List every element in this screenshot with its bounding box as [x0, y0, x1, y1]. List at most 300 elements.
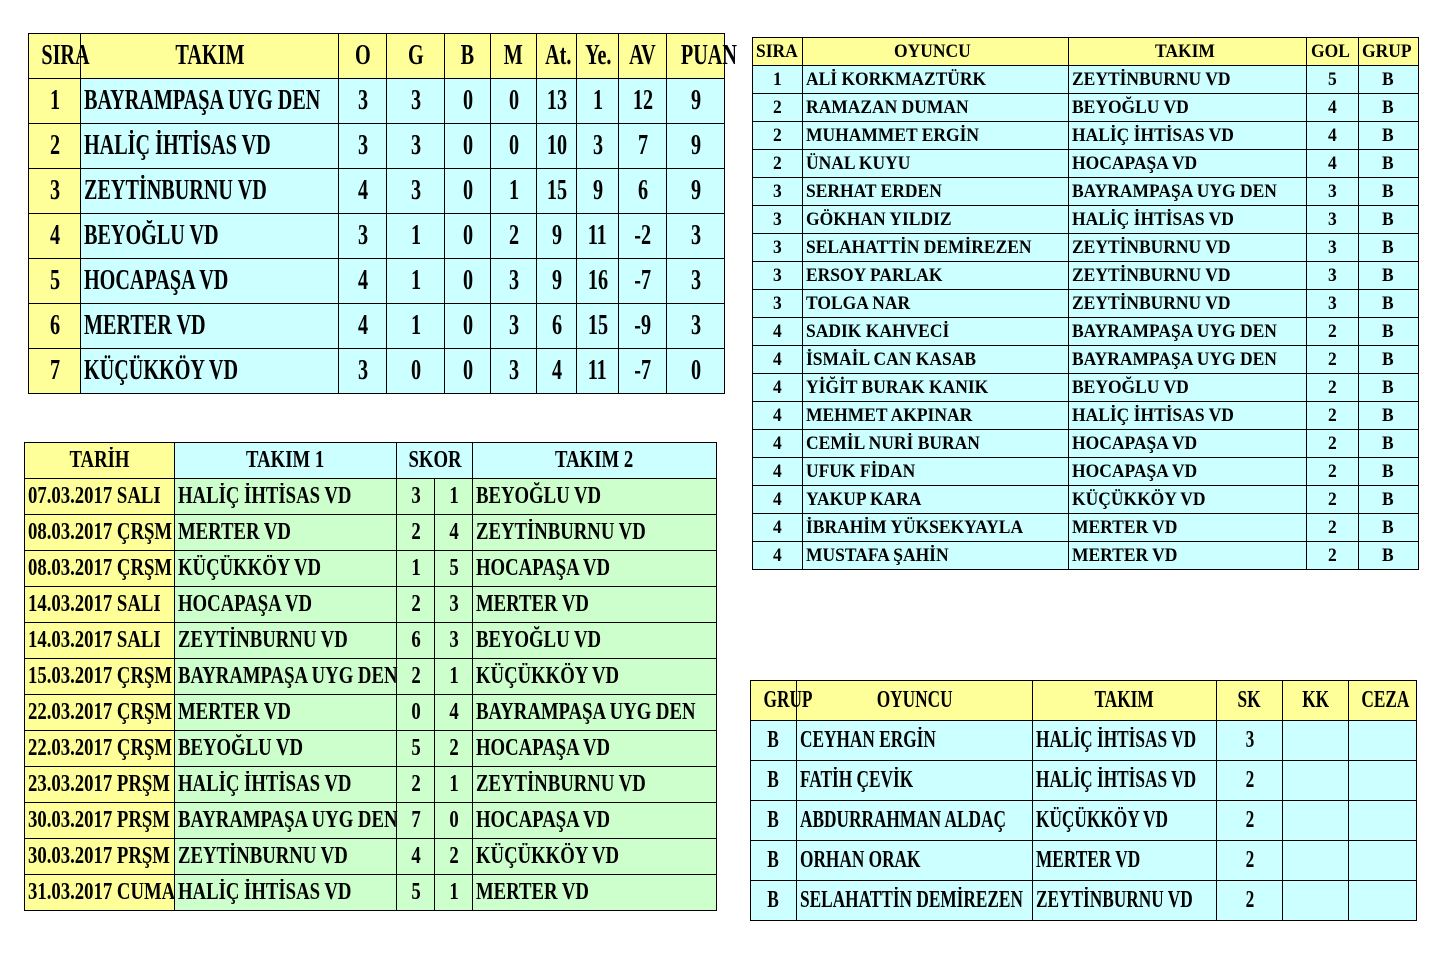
standings-cell-av [619, 169, 667, 214]
standings-cell-sira [29, 214, 81, 259]
scorers-row [753, 94, 1419, 122]
standings-cell-b [445, 304, 491, 349]
standings-cell-o [339, 79, 387, 124]
scorers-cell-oyuncu-text: RAMAZAN DUMAN [806, 96, 969, 118]
standings-cell-b-text: 0 [462, 220, 473, 251]
fixtures-header-takim1: TAKIM 1 [175, 443, 397, 479]
scorers-cell-takim-text: ZEYTİNBURNU VD [1072, 292, 1231, 314]
fixtures-cell-date-text: 07.03.2017 SALI [28, 483, 161, 509]
discipline-row [751, 721, 1417, 761]
scorers-row [753, 430, 1419, 458]
standings-cell-at [537, 124, 577, 169]
fixtures-row [25, 587, 717, 623]
scorers-cell-grup-text: B [1382, 432, 1394, 454]
standings-cell-o-text: 3 [357, 85, 368, 116]
scorers-cell-takim-text: HALİÇ İHTİSAS VD [1072, 208, 1234, 230]
scorers-cell-oyuncu [803, 318, 1069, 346]
scorers-row [753, 178, 1419, 206]
scorers-cell-grup-text: B [1382, 376, 1394, 398]
standings-cell-at [537, 169, 577, 214]
fixtures-cell-date [25, 587, 175, 623]
fixtures-cell-team1-text: MERTER VD [178, 519, 291, 545]
standings-cell-m [491, 79, 537, 124]
fixtures-cell-date [25, 479, 175, 515]
scorers-row [753, 234, 1419, 262]
fixtures-cell-score1 [397, 659, 435, 695]
scorers-cell-sira [753, 66, 803, 94]
scorers-row [753, 542, 1419, 570]
fixtures-cell-team2-text: KÜÇÜKKÖY VD [476, 663, 620, 689]
standings-cell-ye [577, 214, 619, 259]
standings-cell-m [491, 259, 537, 304]
standings-cell-o-text: 3 [357, 130, 368, 161]
standings-cell-o [339, 124, 387, 169]
scorers-cell-gol [1307, 318, 1359, 346]
scorers-cell-gol [1307, 234, 1359, 262]
scorers-cell-gol [1307, 206, 1359, 234]
scorers-cell-sira [753, 122, 803, 150]
scorers-cell-grup [1359, 206, 1419, 234]
standings-cell-puan [667, 304, 725, 349]
fixtures-cell-team1-text: MERTER VD [178, 699, 291, 725]
discipline-row [751, 801, 1417, 841]
scorers-cell-grup-text: B [1382, 236, 1394, 258]
standings-header-o: O [339, 34, 387, 79]
fixtures-cell-score1 [397, 587, 435, 623]
standings-cell-sira [29, 259, 81, 304]
scorers-row [753, 206, 1419, 234]
scorers-cell-sira-text: 2 [772, 124, 782, 146]
fixtures-cell-team1 [175, 803, 397, 839]
scorers-cell-sira-text: 4 [772, 376, 782, 398]
scorers-cell-sira [753, 150, 803, 178]
fixtures-cell-score2 [435, 731, 473, 767]
discipline-cell-sk-text: 3 [1245, 727, 1254, 753]
discipline-cell-grup-text: B [767, 767, 780, 793]
scorers-cell-oyuncu-text: MUSTAFA ŞAHİN [806, 544, 949, 566]
scorers-cell-takim-text: BAYRAMPAŞA UYG DEN [1072, 320, 1277, 342]
scorers-cell-gol-text: 2 [1327, 460, 1337, 482]
standings-cell-at [537, 349, 577, 394]
standings-cell-puan-text: 3 [690, 310, 701, 341]
standings-row [29, 304, 725, 349]
fixtures-header-row [25, 443, 717, 479]
scorers-cell-oyuncu [803, 346, 1069, 374]
fixtures-cell-score2-text: 5 [448, 555, 459, 581]
scorers-cell-grup-text: B [1382, 208, 1394, 230]
fixtures-row [25, 839, 717, 875]
fixtures-cell-score2 [435, 587, 473, 623]
scorers-cell-takim [1069, 486, 1307, 514]
standings-cell-m-text: 0 [508, 130, 519, 161]
standings-cell-g [387, 124, 445, 169]
fixtures-cell-date [25, 623, 175, 659]
discipline-header-grup: GRUP [751, 681, 797, 721]
fixtures-cell-score1-text: 2 [410, 591, 421, 617]
discipline-cell-oyuncu-text: FATİH ÇEVİK [800, 767, 914, 793]
scorers-cell-sira [753, 318, 803, 346]
scorers-cell-grup [1359, 150, 1419, 178]
discipline-cell-ceza [1349, 721, 1417, 761]
fixtures-cell-date-text: 08.03.2017 ÇRŞM [28, 555, 173, 581]
fixtures-cell-score2-text: 1 [448, 663, 459, 689]
standings-cell-ye [577, 259, 619, 304]
scorers-header-takim: TAKIM [1069, 38, 1307, 66]
fixtures-cell-team1-text: HALİÇ İHTİSAS VD [178, 879, 352, 905]
scorers-cell-grup-text: B [1382, 152, 1394, 174]
scorers-cell-oyuncu-text: YİĞİT BURAK KANIK [806, 376, 989, 398]
standings-cell-o [339, 259, 387, 304]
fixtures-cell-score1 [397, 767, 435, 803]
discipline-cell-grup [751, 881, 797, 921]
standings-cell-ye [577, 349, 619, 394]
standings-cell-b-text: 0 [462, 130, 473, 161]
standings-cell-ye [577, 304, 619, 349]
scorers-cell-oyuncu-text: CEMİL NURİ BURAN [806, 432, 980, 454]
scorers-cell-takim [1069, 206, 1307, 234]
fixtures-row [25, 695, 717, 731]
fixtures-cell-team1 [175, 623, 397, 659]
standings-cell-g-text: 3 [410, 85, 421, 116]
standings-cell-m-text: 3 [508, 265, 519, 296]
discipline-cell-takim-text: KÜÇÜKKÖY VD [1036, 807, 1169, 833]
scorers-cell-gol [1307, 402, 1359, 430]
fixtures-cell-date [25, 839, 175, 875]
scorers-cell-grup-text: B [1382, 544, 1394, 566]
scorers-cell-oyuncu-text: GÖKHAN YILDIZ [806, 208, 952, 230]
scorers-cell-takim [1069, 94, 1307, 122]
fixtures-cell-score2-text: 0 [448, 807, 459, 833]
scorers-cell-gol-text: 5 [1327, 68, 1337, 90]
standings-cell-puan [667, 79, 725, 124]
standings-cell-av-text: 12 [632, 85, 653, 116]
scorers-cell-gol-text: 4 [1327, 152, 1337, 174]
discipline-cell-takim-text: HALİÇ İHTİSAS VD [1036, 727, 1197, 753]
discipline-cell-grup-text: B [767, 807, 780, 833]
fixtures-cell-date [25, 515, 175, 551]
scorers-cell-oyuncu-text: SADIK KAHVECİ [806, 320, 950, 342]
discipline-cell-ceza [1349, 841, 1417, 881]
scorers-cell-grup-text: B [1382, 264, 1394, 286]
standings-header-takim: TAKIM [81, 34, 339, 79]
scorers-cell-takim [1069, 374, 1307, 402]
scorers-cell-takim [1069, 514, 1307, 542]
standings-cell-puan [667, 349, 725, 394]
scorers-row [753, 66, 1419, 94]
fixtures-cell-team2-text: HOCAPAŞA VD [476, 807, 611, 833]
standings-cell-av [619, 259, 667, 304]
standings-cell-sira-text: 2 [49, 130, 60, 161]
scorers-cell-grup-text: B [1382, 68, 1394, 90]
standings-cell-o-text: 3 [357, 355, 368, 386]
standings-cell-g-text: 0 [410, 355, 421, 386]
fixtures-cell-score1-text: 2 [410, 771, 421, 797]
standings-cell-takim-text: BEYOĞLU VD [84, 220, 219, 251]
scorers-cell-gol [1307, 122, 1359, 150]
scorers-cell-sira-text: 3 [772, 292, 782, 314]
fixtures-cell-date [25, 659, 175, 695]
fixtures-row [25, 803, 717, 839]
fixtures-cell-score2-text: 2 [448, 735, 459, 761]
fixtures-cell-team1-text: ZEYTİNBURNU VD [178, 843, 348, 869]
scorers-cell-gol-text: 2 [1327, 348, 1337, 370]
scorers-cell-grup [1359, 542, 1419, 570]
scorers-cell-grup [1359, 486, 1419, 514]
scorers-cell-oyuncu-text: UFUK FİDAN [806, 460, 916, 482]
fixtures-cell-score1-text: 5 [410, 879, 421, 905]
standings-cell-g [387, 214, 445, 259]
scorers-cell-oyuncu-text: TOLGA NAR [806, 292, 911, 314]
standings-cell-o-text: 4 [357, 265, 368, 296]
standings-header-puan: PUAN [667, 34, 725, 79]
standings-cell-g-text: 1 [410, 310, 421, 341]
fixtures-cell-date [25, 695, 175, 731]
fixtures-cell-score1-text: 5 [410, 735, 421, 761]
fixtures-cell-team2 [473, 839, 717, 875]
scorers-cell-sira-text: 2 [772, 152, 782, 174]
scorers-row [753, 318, 1419, 346]
standings-cell-ye [577, 79, 619, 124]
scorers-cell-oyuncu-text: MEHMET AKPINAR [806, 404, 973, 426]
scorers-cell-oyuncu [803, 486, 1069, 514]
scorers-cell-takim [1069, 318, 1307, 346]
scorers-cell-gol [1307, 374, 1359, 402]
standings-cell-at-text: 15 [546, 175, 567, 206]
standings-cell-takim-text: HOCAPAŞA VD [84, 265, 229, 296]
standings-cell-b [445, 349, 491, 394]
scorers-cell-takim [1069, 66, 1307, 94]
standings-cell-at-text: 9 [551, 220, 562, 251]
standings-cell-takim-text: MERTER VD [84, 310, 206, 341]
discipline-cell-grup [751, 721, 797, 761]
fixtures-cell-date-text: 31.03.2017 CUMA [28, 879, 176, 905]
scorers-cell-grup-text: B [1382, 460, 1394, 482]
fixtures-cell-score2 [435, 659, 473, 695]
standings-table [28, 33, 737, 394]
scorers-cell-grup [1359, 514, 1419, 542]
fixtures-cell-team1 [175, 551, 397, 587]
standings-row [29, 169, 725, 214]
discipline-cell-sk-text: 2 [1245, 807, 1254, 833]
fixtures-cell-score1-text: 4 [410, 843, 421, 869]
discipline-cell-ceza [1349, 881, 1417, 921]
scorers-row [753, 402, 1419, 430]
fixtures-row [25, 659, 717, 695]
scorers-cell-grup-text: B [1382, 488, 1394, 510]
scorers-cell-gol-text: 2 [1327, 432, 1337, 454]
scorers-cell-sira [753, 94, 803, 122]
discipline-cell-sk [1217, 721, 1283, 761]
scorers-cell-oyuncu [803, 430, 1069, 458]
fixtures-cell-score1 [397, 731, 435, 767]
standings-cell-m [491, 169, 537, 214]
fixtures-cell-team2-text: BEYOĞLU VD [476, 627, 602, 653]
standings-cell-g [387, 304, 445, 349]
standings-header-row [29, 34, 725, 79]
scorers-cell-oyuncu-text: ALİ KORKMAZTÜRK [806, 68, 987, 90]
fixtures-cell-score1 [397, 551, 435, 587]
fixtures-cell-team1 [175, 659, 397, 695]
scorers-row [753, 374, 1419, 402]
discipline-cell-ceza [1349, 761, 1417, 801]
fixtures-cell-score2-text: 1 [448, 879, 459, 905]
fixtures-cell-date [25, 875, 175, 911]
fixtures-cell-score2 [435, 623, 473, 659]
standings-cell-b-text: 0 [462, 355, 473, 386]
fixtures-cell-score2 [435, 767, 473, 803]
standings-cell-sira [29, 349, 81, 394]
discipline-row [751, 761, 1417, 801]
standings-cell-puan-text: 3 [690, 265, 701, 296]
scorers-cell-grup [1359, 374, 1419, 402]
scorers-cell-takim-text: HOCAPAŞA VD [1072, 460, 1198, 482]
scorers-cell-sira-text: 4 [772, 404, 782, 426]
standings-header-b: B [445, 34, 491, 79]
scorers-cell-takim-text: BEYOĞLU VD [1072, 376, 1189, 398]
discipline-cell-oyuncu [797, 761, 1033, 801]
standings-cell-m-text: 0 [508, 85, 519, 116]
scorers-cell-sira-text: 4 [772, 516, 782, 538]
scorers-cell-grup [1359, 122, 1419, 150]
discipline-cell-kk [1283, 841, 1349, 881]
scorers-cell-takim-text: ZEYTİNBURNU VD [1072, 264, 1231, 286]
fixtures-cell-score2 [435, 803, 473, 839]
scorers-cell-oyuncu-text: ÜNAL KUYU [806, 152, 911, 174]
standings-cell-m [491, 304, 537, 349]
scorers-row [753, 150, 1419, 178]
fixtures-cell-team1-text: KÜÇÜKKÖY VD [178, 555, 322, 581]
fixtures-cell-score2 [435, 695, 473, 731]
discipline-cell-oyuncu [797, 721, 1033, 761]
standings-cell-av-text: -9 [634, 310, 651, 341]
discipline-row [751, 841, 1417, 881]
fixtures-cell-team1 [175, 587, 397, 623]
scorers-cell-gol [1307, 514, 1359, 542]
standings-cell-b [445, 259, 491, 304]
scorers-cell-oyuncu [803, 262, 1069, 290]
scorers-row [753, 514, 1419, 542]
scorers-cell-gol [1307, 458, 1359, 486]
scorers-cell-takim-text: MERTER VD [1072, 516, 1178, 538]
scorers-cell-gol [1307, 430, 1359, 458]
discipline-cell-oyuncu-text: SELAHATTİN DEMİREZEN [800, 887, 1023, 913]
scorers-cell-grup [1359, 402, 1419, 430]
fixtures-cell-team2 [473, 659, 717, 695]
standings-header-g: G [387, 34, 445, 79]
discipline-header-sk: SK [1217, 681, 1283, 721]
scorers-cell-sira-text: 4 [772, 488, 782, 510]
scorers-cell-sira-text: 4 [772, 544, 782, 566]
standings-cell-o-text: 4 [357, 175, 368, 206]
fixtures-cell-team1 [175, 515, 397, 551]
standings-cell-av [619, 124, 667, 169]
scorers-cell-sira [753, 542, 803, 570]
fixtures-cell-score1-text: 6 [410, 627, 421, 653]
standings-cell-g [387, 79, 445, 124]
scorers-cell-sira [753, 346, 803, 374]
scorers-cell-sira-text: 2 [772, 96, 782, 118]
standings-cell-takim [81, 214, 339, 259]
standings-cell-puan-text: 9 [690, 85, 701, 116]
fixtures-cell-team1-text: BEYOĞLU VD [178, 735, 304, 761]
fixtures-cell-team2 [473, 875, 717, 911]
scorers-cell-sira-text: 4 [772, 460, 782, 482]
fixtures-cell-team1-text: ZEYTİNBURNU VD [178, 627, 348, 653]
standings-cell-ye [577, 169, 619, 214]
discipline-cell-sk-text: 2 [1245, 847, 1254, 873]
standings-cell-takim-text: KÜÇÜKKÖY VD [84, 355, 239, 386]
discipline-table [750, 680, 1417, 921]
discipline-cell-takim [1033, 761, 1217, 801]
standings-cell-o [339, 349, 387, 394]
scorers-cell-takim [1069, 234, 1307, 262]
fixtures-cell-date-text: 22.03.2017 ÇRŞM [28, 699, 173, 725]
scorers-cell-sira-text: 4 [772, 348, 782, 370]
discipline-cell-takim [1033, 721, 1217, 761]
fixtures-cell-score2 [435, 515, 473, 551]
standings-cell-takim-text: HALİÇ İHTİSAS VD [84, 130, 271, 161]
fixtures-cell-score1-text: 1 [410, 555, 421, 581]
discipline-cell-oyuncu [797, 841, 1033, 881]
fixtures-row [25, 515, 717, 551]
scorers-cell-gol-text: 2 [1327, 404, 1337, 426]
fixtures-cell-team1-text: BAYRAMPAŞA UYG DEN [178, 663, 398, 689]
scorers-cell-takim [1069, 122, 1307, 150]
scorers-cell-takim-text: MERTER VD [1072, 544, 1178, 566]
standings-cell-takim [81, 259, 339, 304]
standings-cell-av [619, 79, 667, 124]
standings-cell-b [445, 79, 491, 124]
scorers-cell-gol [1307, 66, 1359, 94]
scorers-cell-grup-text: B [1382, 180, 1394, 202]
standings-cell-ye-text: 11 [587, 355, 608, 386]
scorers-cell-takim [1069, 458, 1307, 486]
scorers-cell-sira-text: 1 [772, 68, 782, 90]
scorers-cell-sira-text: 3 [772, 236, 782, 258]
standings-cell-ye-text: 9 [592, 175, 603, 206]
scorers-cell-oyuncu [803, 178, 1069, 206]
standings-cell-puan [667, 214, 725, 259]
fixtures-cell-score1 [397, 803, 435, 839]
standings-cell-g [387, 259, 445, 304]
scorers-cell-takim [1069, 402, 1307, 430]
scorers-cell-takim-text: BEYOĞLU VD [1072, 96, 1189, 118]
fixtures-cell-team1 [175, 839, 397, 875]
scorers-cell-oyuncu-text: ERSOY PARLAK [806, 264, 943, 286]
discipline-header-takim: TAKIM [1033, 681, 1217, 721]
fixtures-cell-score1-text: 2 [410, 519, 421, 545]
standings-header-ye: Ye. [577, 34, 619, 79]
standings-cell-g-text: 1 [410, 220, 421, 251]
fixtures-cell-team1-text: HALİÇ İHTİSAS VD [178, 771, 352, 797]
standings-cell-o [339, 169, 387, 214]
standings-cell-ye-text: 1 [592, 85, 603, 116]
discipline-row [751, 881, 1417, 921]
standings-cell-m [491, 124, 537, 169]
standings-cell-av [619, 349, 667, 394]
scorers-cell-oyuncu [803, 374, 1069, 402]
fixtures-cell-date-text: 14.03.2017 SALI [28, 627, 161, 653]
discipline-header-kk: KK [1283, 681, 1349, 721]
fixtures-cell-date-text: 30.03.2017 PRŞM [28, 843, 170, 869]
fixtures-cell-team2-text: BAYRAMPAŞA UYG DEN [476, 699, 696, 725]
standings-cell-o [339, 214, 387, 259]
standings-cell-av [619, 214, 667, 259]
scorers-cell-gol-text: 3 [1327, 236, 1337, 258]
scorers-cell-oyuncu-text: İBRAHİM YÜKSEKYAYLA [806, 516, 1024, 538]
discipline-header-oyuncu: OYUNCU [797, 681, 1033, 721]
fixtures-cell-score1 [397, 515, 435, 551]
